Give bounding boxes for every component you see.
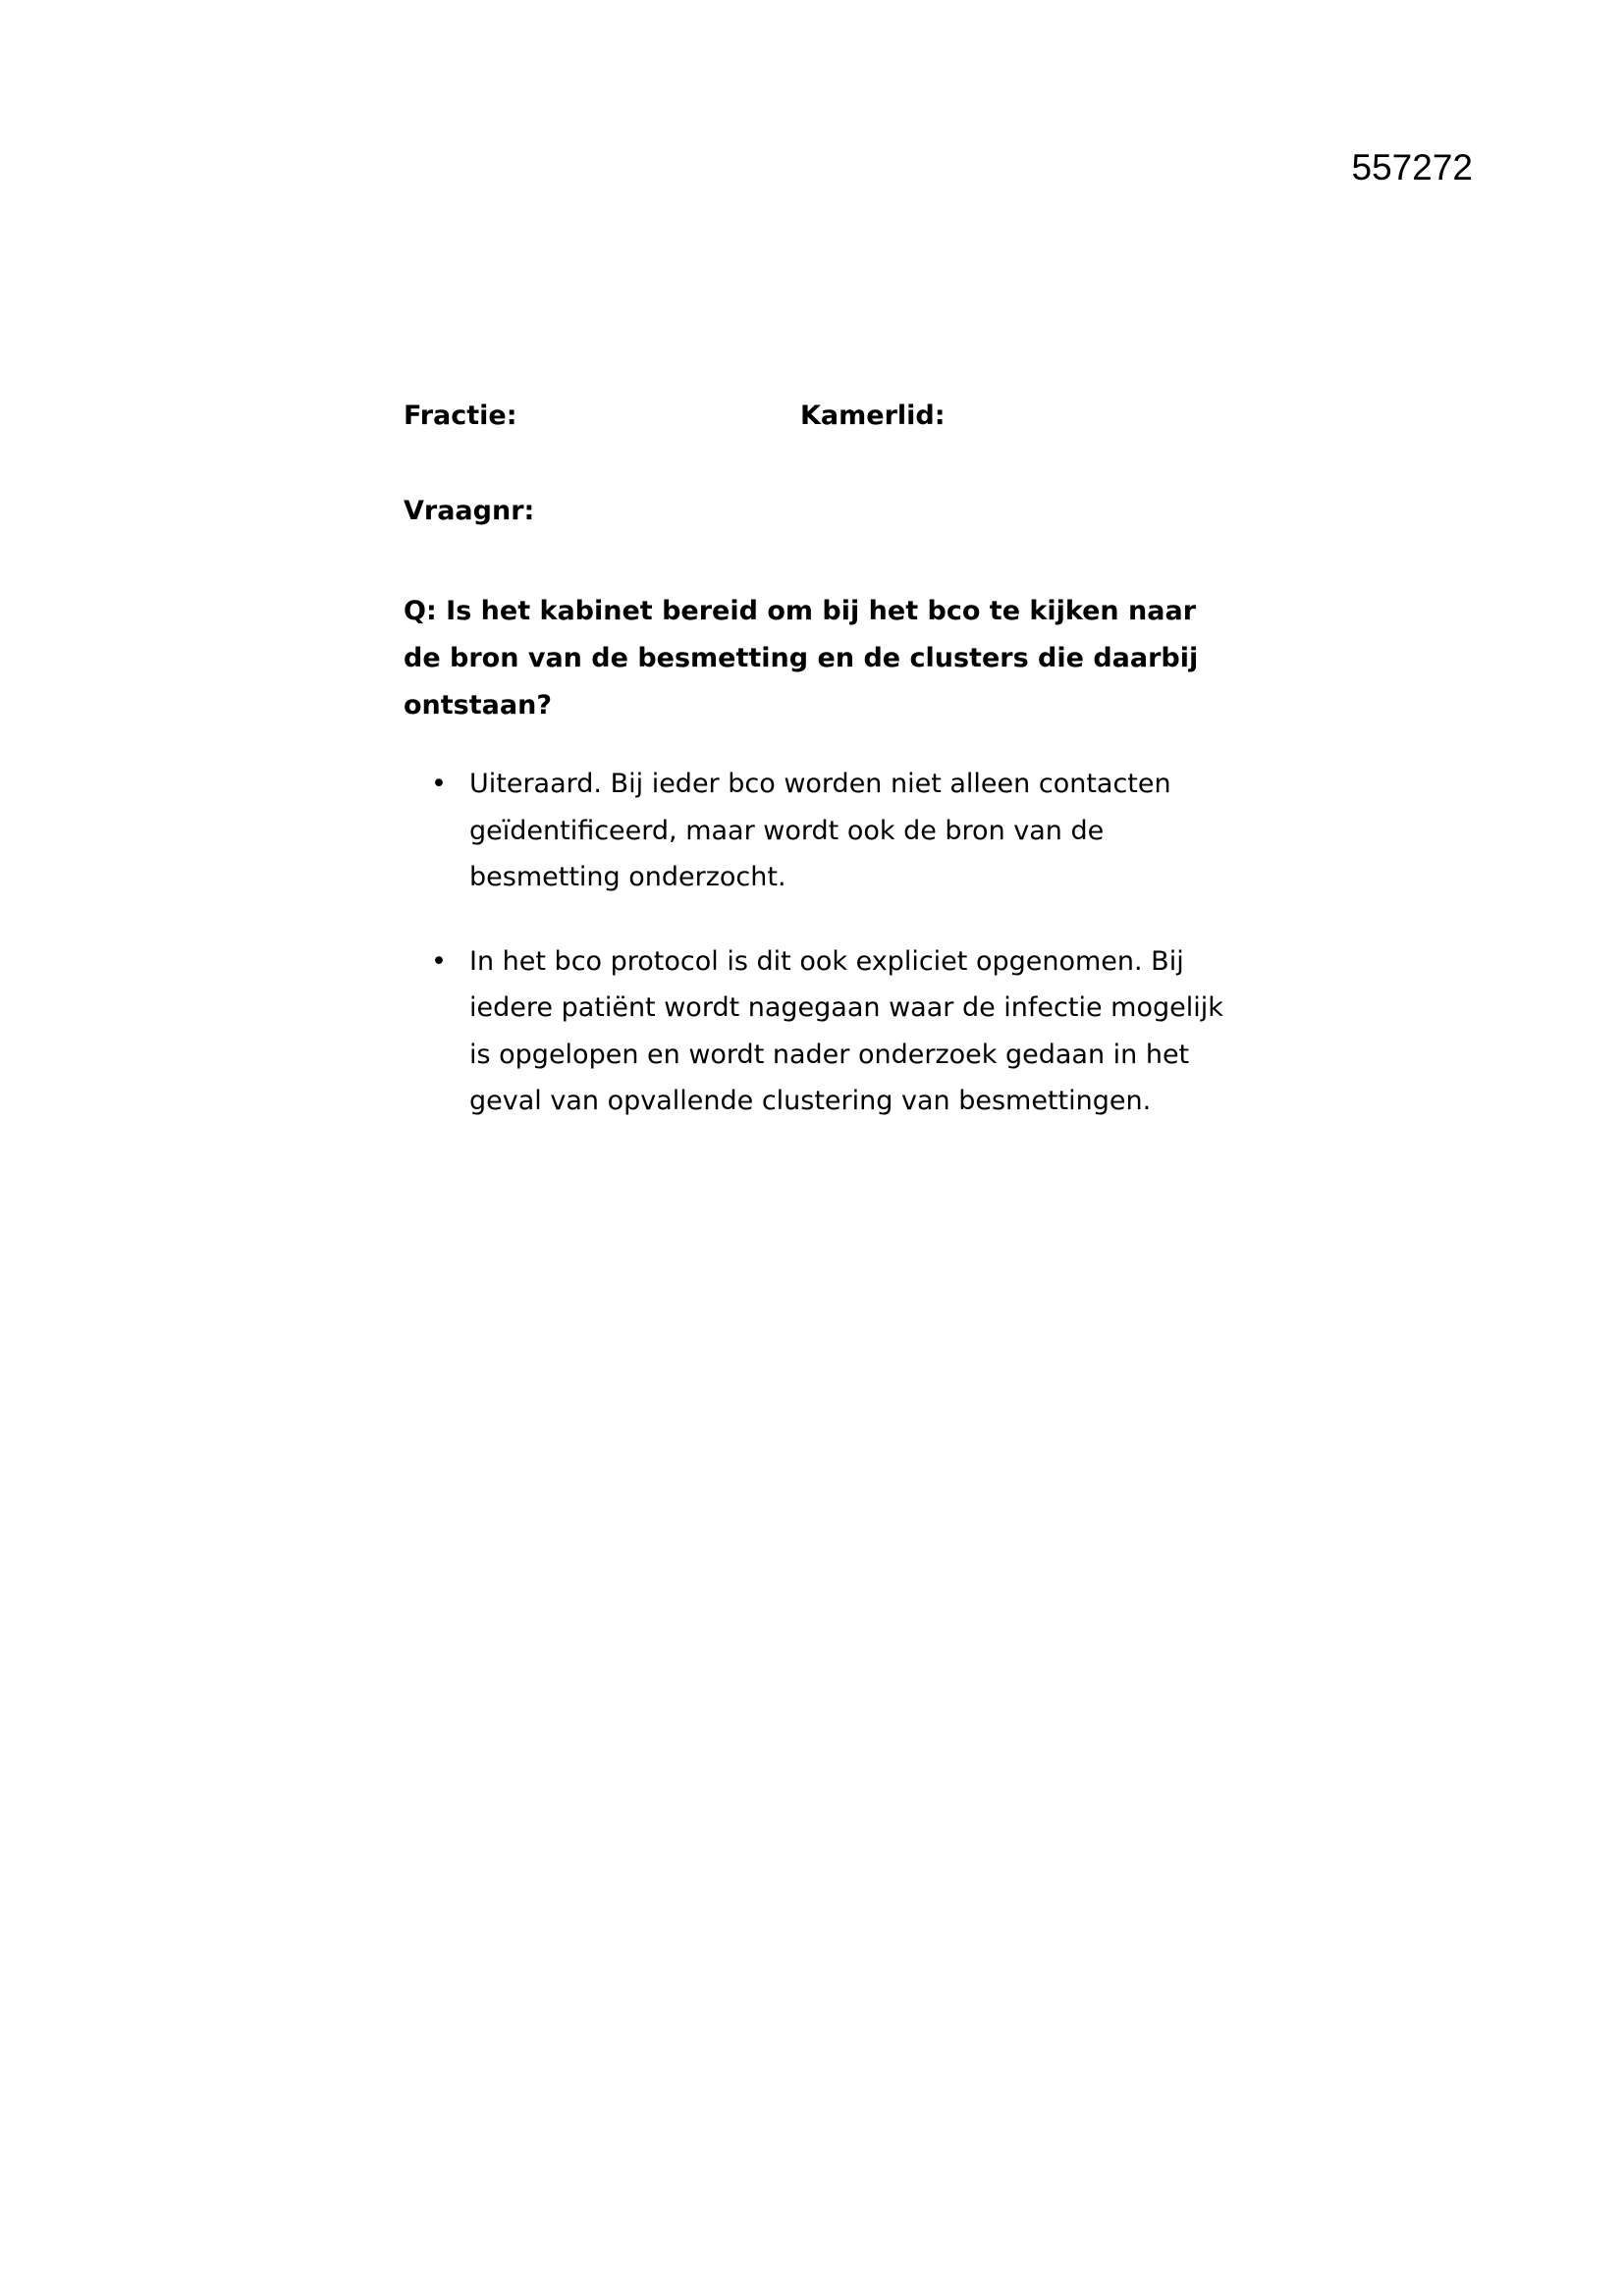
answer-list: [404, 761, 1248, 1125]
fractie-label: Fractie:: [404, 400, 517, 431]
kamerlid-label: Kamerlid:: [800, 400, 946, 431]
document-number: 557272: [1351, 147, 1473, 187]
answer-text: In het bco protocol is dit ook expliciet opgenomen. Bij iedere patiënt wordt nagegaan waar de infectie mogelijk is opgelopen en wordt nader onderzoek gedaan in het geval van opvallende clustering van besmettingen.: [469, 945, 1223, 1116]
bullet-icon: •: [431, 769, 447, 799]
bullet-icon: •: [431, 945, 447, 977]
question-text: Q: Is het kabinet bereid om bij het bco te kijken naar de bron van de besmetting en de clusters die daarbij ontstaan?: [404, 596, 1199, 721]
meta-row: [404, 400, 1248, 440]
answer-item: [404, 938, 1248, 1125]
vraagnr-label: Vraagnr:: [404, 496, 535, 526]
answer-item: [404, 761, 1248, 901]
document-body: [404, 400, 1248, 1162]
answer-text: Uiteraard. Bij ieder bco worden niet alleen contacten geïdentificeerd, maar wordt ook de bron van de besmetting onderzocht.: [469, 769, 1171, 892]
